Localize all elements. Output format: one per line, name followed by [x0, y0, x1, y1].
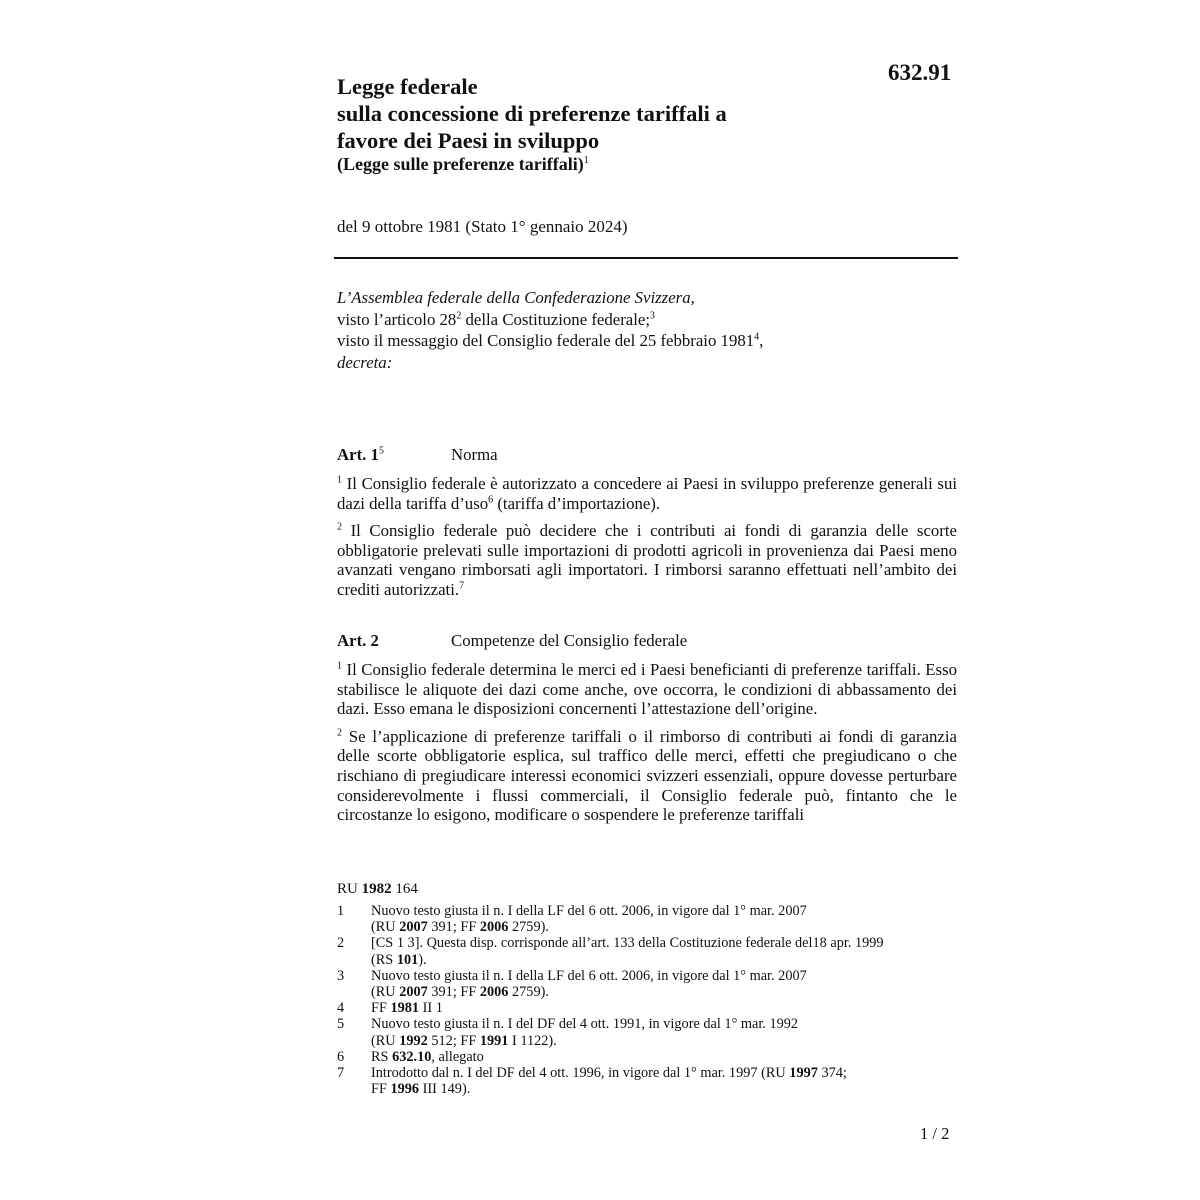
paragraph-text: (tariffa d’importazione). — [493, 493, 661, 513]
paragraph-number: 1 — [337, 474, 342, 486]
fn-text: (RS — [371, 951, 397, 968]
footnote — [337, 1000, 957, 1016]
footnote-number: 2 — [337, 935, 345, 952]
footnote-line — [371, 984, 807, 1000]
paragraph-text: Il Consiglio federale può decidere che i contributi ai fondi di garanzia delle scorte obbligatorie prelevati sulle importazioni di prodotti agricoli in provenienza dai Paesi meno avanzati vengano rimborsati agli importatori. I rimborsi saranno effettuati nell’ambito dei crediti autorizzati. — [337, 521, 957, 599]
footnote — [337, 1065, 957, 1097]
fn-text: (RU — [371, 984, 400, 1001]
footnote — [337, 1016, 957, 1048]
footnotes — [337, 903, 957, 1097]
footnote-ref: 7 — [459, 580, 465, 592]
article-number — [337, 444, 451, 466]
article-paragraph — [337, 727, 957, 825]
footnote-text — [371, 968, 807, 1000]
fn-text: FF — [371, 1000, 391, 1017]
ru-year: 1982 — [361, 881, 392, 897]
footnote-text — [371, 903, 807, 935]
footnote-line: Nuovo testo giusta il n. I della LF del 6 ott. 2006, in vigore dal 1° mar. 2007 — [371, 967, 807, 984]
footnote-number: 7 — [337, 1065, 345, 1082]
fn-bold: 1991 — [479, 1032, 509, 1049]
paragraph-number: 2 — [337, 727, 342, 739]
footnote — [337, 903, 957, 935]
footnote-ref: 2 — [456, 309, 462, 321]
footnote-line — [371, 1081, 847, 1097]
footnote-number: 1 — [337, 903, 345, 919]
footnote-ref: 5 — [378, 445, 384, 457]
fn-text: 2759). — [508, 919, 549, 936]
footnote-ref: 6 — [488, 494, 494, 505]
footnote-line: [CS 1 3]. Questa disp. corrisponde all’art. 133 della Costituzione federale del18 apr. 1999 — [371, 935, 884, 952]
fn-text: (RU — [371, 919, 400, 936]
footnote-text — [371, 1000, 443, 1016]
preamble-text: visto il messaggio del Consiglio federale del 25 febbraio 1981 — [337, 331, 755, 350]
preamble-text: visto l’articolo 28 — [337, 309, 457, 329]
title-line-1: Legge federale — [337, 74, 478, 99]
fn-bold: 2006 — [479, 984, 509, 1001]
fn-bold: 1981 — [390, 1000, 420, 1017]
footnote-line — [371, 952, 884, 968]
fn-bold: 101 — [396, 951, 419, 968]
fn-text: III 149). — [419, 1081, 471, 1098]
article-paragraph — [337, 474, 957, 513]
article-1 — [337, 444, 957, 600]
fn-bold: 2006 — [479, 919, 509, 936]
official-compilation-ref — [337, 881, 418, 898]
article-heading — [337, 630, 957, 652]
fn-bold: 2007 — [399, 919, 428, 936]
footnote-line — [371, 1065, 847, 1081]
fn-text: 512; FF — [427, 1032, 480, 1049]
article-number: Art. 2 — [337, 631, 379, 650]
article-heading — [337, 444, 957, 466]
footnote-number: 3 — [337, 967, 345, 984]
footnote-ref: 4 — [754, 331, 760, 343]
ru-prefix: RU — [337, 881, 362, 897]
preamble-assembly: L’Assemblea federale della Confederazione Svizzera, — [337, 288, 695, 307]
footnote-number: 5 — [337, 1016, 345, 1033]
fn-text: 374; — [817, 1065, 847, 1082]
footnote-text — [371, 1049, 484, 1065]
preamble-decreta: decreta: — [337, 352, 393, 372]
preamble-text: della Costituzione federale; — [461, 309, 651, 329]
fn-bold: 2007 — [399, 984, 428, 1001]
article-paragraph — [337, 660, 957, 719]
header-rule — [334, 257, 958, 259]
article-title: Competenze del Consiglio federale — [451, 631, 688, 650]
footnote-ref: 1 — [583, 155, 589, 166]
footnote-text — [371, 1065, 847, 1097]
fn-bold: 1992 — [399, 1032, 428, 1049]
article-paragraph — [337, 521, 957, 599]
title-line-2: sulla concessione di preferenze tariffali a — [337, 101, 727, 126]
dateline: del 9 ottobre 1981 (Stato 1° gennaio 2024) — [337, 217, 628, 236]
footnote-line: Nuovo testo giusta il n. I della LF del 6 ott. 2006, in vigore dal 1° mar. 2007 — [371, 903, 807, 919]
paragraph-text: Se l’applicazione di preferenze tariffali o il rimborso di contributi ai fondi di garanzia delle scorte obbligatorie esplica, sul traffico delle merci, effetti che pregiudicano o che rischiano di pregiudicare interessi economici svizzeri essenziali, oppure dovesse perturbare considerevolmente i flussi commerciali, il Consiglio federale può, fintanto che le circostanze lo esigono, modificare o sospendere le preferenze tariffali — [337, 726, 957, 825]
footnote-text — [371, 935, 884, 967]
preamble-text: , — [759, 331, 764, 350]
page-number: 1 / 2 — [920, 1124, 950, 1143]
article-2 — [337, 630, 957, 825]
ru-page: 164 — [391, 881, 418, 897]
fn-text: Introdotto dal n. I del DF del 4 ott. 1996, in vigore dal 1° mar. 1997 (RU — [371, 1065, 790, 1082]
fn-bold: 632.10 — [392, 1048, 432, 1065]
footnote-line: Nuovo testo giusta il n. I del DF del 4 ott. 1991, in vigore dal 1° mar. 1992 — [371, 1016, 799, 1033]
document-title — [337, 73, 807, 154]
fn-bold: 1997 — [789, 1065, 818, 1082]
paragraph-number: 1 — [337, 660, 342, 672]
sr-number: 632.91 — [888, 60, 952, 85]
footnote-line — [371, 1033, 798, 1049]
short-title-text: (Legge sulle preferenze tariffali) — [337, 154, 584, 174]
footnote-text — [371, 1016, 798, 1048]
footnote-number: 4 — [337, 1000, 345, 1017]
fn-text: , allegato — [431, 1048, 484, 1065]
document-short-title — [337, 154, 589, 175]
paragraph-number: 2 — [337, 521, 342, 533]
fn-text: 2759). — [508, 984, 549, 1001]
footnote-ref: 3 — [650, 309, 656, 321]
fn-text: 391; FF — [427, 919, 480, 936]
fn-text: (RU — [371, 1032, 400, 1049]
footnote — [337, 935, 957, 967]
fn-text: RS — [371, 1048, 393, 1065]
fn-text: 391; FF — [427, 984, 480, 1001]
footnote — [337, 1049, 957, 1065]
fn-text: ). — [418, 951, 427, 968]
fn-text: II 1 — [419, 1000, 443, 1017]
footnote-line — [371, 919, 807, 935]
title-line-3: favore dei Paesi in sviluppo — [337, 128, 600, 153]
fn-bold: 1996 — [390, 1081, 420, 1098]
footnote-number: 6 — [337, 1048, 345, 1065]
paragraph-text: Il Consiglio federale determina le merci ed i Paesi beneficianti di preferenze tariffali. Esso stabilisce le aliquote dei dazi come anche, ove occorra, le condizioni di abbassamento dei dazi. Esso emana le disposizioni concernenti l’attestazione dell’origine. — [337, 660, 957, 719]
preamble-visto-1 — [337, 309, 957, 331]
preamble — [337, 287, 957, 373]
paragraph-text: Il Consiglio federale è autorizzato a concedere ai Paesi in sviluppo preferenze generali sui dazi della tariffa d’uso — [337, 474, 957, 513]
footnote — [337, 968, 957, 1000]
article-title: Norma — [451, 445, 498, 464]
fn-text: I 1122). — [508, 1032, 557, 1049]
preamble-visto-2 — [337, 330, 957, 352]
fn-text: FF — [371, 1081, 391, 1098]
article-number-text: Art. 1 — [337, 445, 379, 464]
